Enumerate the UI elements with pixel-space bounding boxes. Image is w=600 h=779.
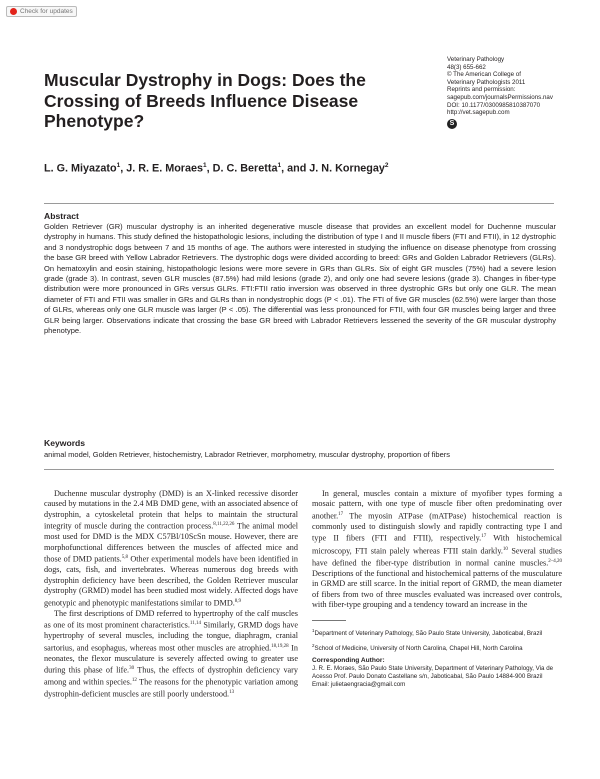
citation-ref: 17 <box>338 511 344 517</box>
author-affiliation: 1 <box>277 162 282 169</box>
doi-link[interactable]: DOI: 10.1177/0300985810387070 <box>447 101 541 109</box>
text-run: The animal model most used for DMD is the MDX C57Bl/10ScSn mouse. However, there are morphofunctional differences between the muscles of affected mice and those of DMD patients. <box>44 521 298 564</box>
text-run: The myosin ATPase (mATPase) histochemical reaction is commonly used to distinguish slowly and rapidly contracting type I and type II fibers (FTI and FTII), respectively. <box>312 511 562 544</box>
author-list <box>44 162 389 175</box>
permissions-link[interactable]: sagepub.com/journalsPermissions.nav <box>447 93 553 101</box>
citation-ref: 18,19,28 <box>271 643 289 649</box>
article-title: Muscular Dystrophy in Dogs: Does the Crossing of Breeds Influence Disease Phenotype? <box>44 70 366 131</box>
author-separator: , <box>206 162 213 175</box>
sage-logo-icon: S <box>447 119 457 129</box>
corresponding-author-email[interactable]: Email: julietaengracia@gmail.com <box>312 681 406 689</box>
text-run: With histochemical microscopy, FTI stain palely whereas FTII stain darkly. <box>312 534 562 556</box>
abstract-heading: Abstract <box>44 211 79 221</box>
text-run: Several studies have defined the fiber-type distribution in normal canine muscles. <box>312 546 562 568</box>
text-run: Thus, the effects of dystrophin deficiency vary among and within species. <box>44 665 298 688</box>
citation-ref: 8,9 <box>234 598 242 604</box>
citation-ref: 30 <box>129 666 135 672</box>
affiliation-text: School of Medicine, University of North Carolina, Chapel Hill, North Carolina <box>314 645 523 653</box>
badge-label: Check for updates <box>20 8 73 15</box>
text-run: Duchenne muscular dystrophy (DMD) is an X-linked recessive disorder caused by mutations in the 2.4 MB DMD gene, with an associated absence of dystrophin, a cytoskeletal protein that helps to maintain the structural integrity of muscle during the contraction process. <box>44 489 298 531</box>
body-paragraph <box>44 609 298 701</box>
copyright-line-2: Veterinary Pathologists 2011 <box>447 78 526 86</box>
citation-ref: 11,14 <box>189 621 201 627</box>
copyright-line: © The American College of <box>447 71 521 79</box>
citation-ref: 2–4,20 <box>548 558 562 564</box>
corresponding-author-address: J. R. E. Moraes, São Paulo State University, Department of Veterinary Pathology, Via de Acesso Prof. Paulo Donato Castellane s/n, Jaboticabal, São Paulo 14884-900 Brazil <box>312 665 554 681</box>
journal-name: Veterinary Pathology <box>447 56 505 63</box>
citation-ref: 8,11,22,26 <box>213 522 235 528</box>
crossmark-icon <box>10 8 17 15</box>
citation-ref: 10 <box>502 546 508 552</box>
journal-info <box>447 56 587 129</box>
journal-url-link[interactable]: http://vet.sagepub.com <box>447 109 510 117</box>
keywords-heading: Keywords <box>44 438 86 448</box>
citation-ref: 17 <box>481 534 487 540</box>
text-run: Descriptions of the functional and histochemical patterns of the musculature in GRMD are still scarce. In the initial report of GRMD, the mean diameter of fibers from two of three muscles evaluated was increased over controls, with fiber-type grouping and a tendency toward an increase in the <box>312 568 562 609</box>
affiliation-2 <box>312 642 562 653</box>
citation-ref: 5,8 <box>121 555 128 561</box>
text-run: Similarly, GRMD dogs have hypertrophy of several muscles, including the tongue, diaphragm, cranial sartorius, and esophagus, whereas most other muscles are atrophied. <box>44 620 298 653</box>
corresponding-author-heading: Corresponding Author: <box>312 657 385 665</box>
reprints-line: Reprints and permission: <box>447 86 516 94</box>
affiliation-1 <box>312 627 562 638</box>
author-separator: , and <box>281 162 310 175</box>
author-affiliation: 1 <box>203 162 207 169</box>
affiliations-block <box>312 627 562 689</box>
text-run: Other experimental models have been identified in dogs, cats, fish, and invertebrates. Whereas numerous dog breeds with dystrophin deficiency have been described, the Golden Retriever muscular dystrophy (GRMD) model has been studied most widely. Affected dogs have genotypic and phenotypic manifestations similar to DMD. <box>44 554 298 608</box>
body-paragraph <box>312 489 562 610</box>
affiliation-number: 2 <box>312 643 315 649</box>
body-column-left <box>44 489 298 701</box>
abstract-text: Golden Retriever (GR) muscular dystrophy is an inherited degenerative muscle disease that provides an excellent model for Duchenne muscular dystrophy in humans. This study defined the histopathologic lesions, including the distribution of type I and II muscle fibers (FTI and FTII), in 12 dystrophic and 3 nondystrophic dogs between 7 and 15 months of age. The authors were interested in studying the influence on disease phenotype from crossing the base GR breed with Yellow Labrador Retrievers. The dystrophic dogs were divided according to breed: GRs and Golden Labrador Retrievers (GLRs). On hematoxylin and eosin staining, histopathologic lesions were more severe in GRs than GLRs. Six of eight GR muscles (75%) had a severe lesion grade (grade 3). In contrast, seven GLR muscles (87.5%) had mild lesions (grade 2), and only one had severe lesions (grade 3). Changes in fiber-type distribution were more pronounced in GRs versus GLRs. FTI:FTII ratio inversion was observed in three dystrophic GRs but only one GLR. The mean diameter of FTI and FTII was smaller in GRs and GLRs than in nondystrophic dogs (P < .01). The FTI of five GR muscles (62.5%) were larger than those of GLRs, whereas only one GLR muscle was larger (P < .05). The differential was less pronounced for FTII, with four GR muscles being larger and three GLR being larger. Observations indicate that crossing the base GR breed with Labrador Retrievers lessened the severity of the GR muscular dystrophy phenotype. <box>44 222 556 336</box>
citation-ref: 13 <box>229 690 235 696</box>
author-name: D. C. Beretta <box>212 162 278 175</box>
author-affiliation: 1 <box>116 162 121 169</box>
keywords-text: animal model, Golden Retriever, histochemistry, Labrador Retriever, morphometry, muscular dystrophy, proportion of fibers <box>44 450 451 459</box>
author-name: L. G. Miyazato <box>44 162 117 175</box>
text-run: In neonates, the flexor musculature is severely affected owing to greater use during this phase of life. <box>44 643 298 675</box>
author-name: J. N. Kornegay <box>309 162 385 175</box>
check-for-updates-badge[interactable] <box>6 6 77 17</box>
author-separator: , <box>120 162 127 175</box>
affiliation-text: Department of Veterinary Pathology, São Paulo State University, Jaboticabal, Brazil <box>314 630 543 638</box>
keywords-bottom-rule <box>44 469 554 470</box>
body-column-right <box>312 489 562 610</box>
author-name: J. R. E. Moraes <box>126 162 204 175</box>
abstract-top-rule <box>44 203 554 204</box>
citation-ref: 12 <box>131 678 137 684</box>
footnote-rule <box>312 620 346 621</box>
body-paragraph <box>44 489 298 609</box>
journal-volume: 48(3) 655-662 <box>447 63 486 71</box>
text-run: The first descriptions of DMD referred to hypertrophy of the calf muscles as one of its most prominent characteristics. <box>44 608 298 630</box>
author-affiliation: 2 <box>384 162 389 169</box>
text-run: The reasons for the phenotypic variation among dystrophin-deficient muscles are still poorly understood. <box>44 678 298 700</box>
text-run: In general, muscles contain a mixture of myofiber types forming a mosaic pattern, with one type of muscle fiber often predominating over another. <box>312 489 562 521</box>
affiliation-number: 1 <box>312 628 315 633</box>
